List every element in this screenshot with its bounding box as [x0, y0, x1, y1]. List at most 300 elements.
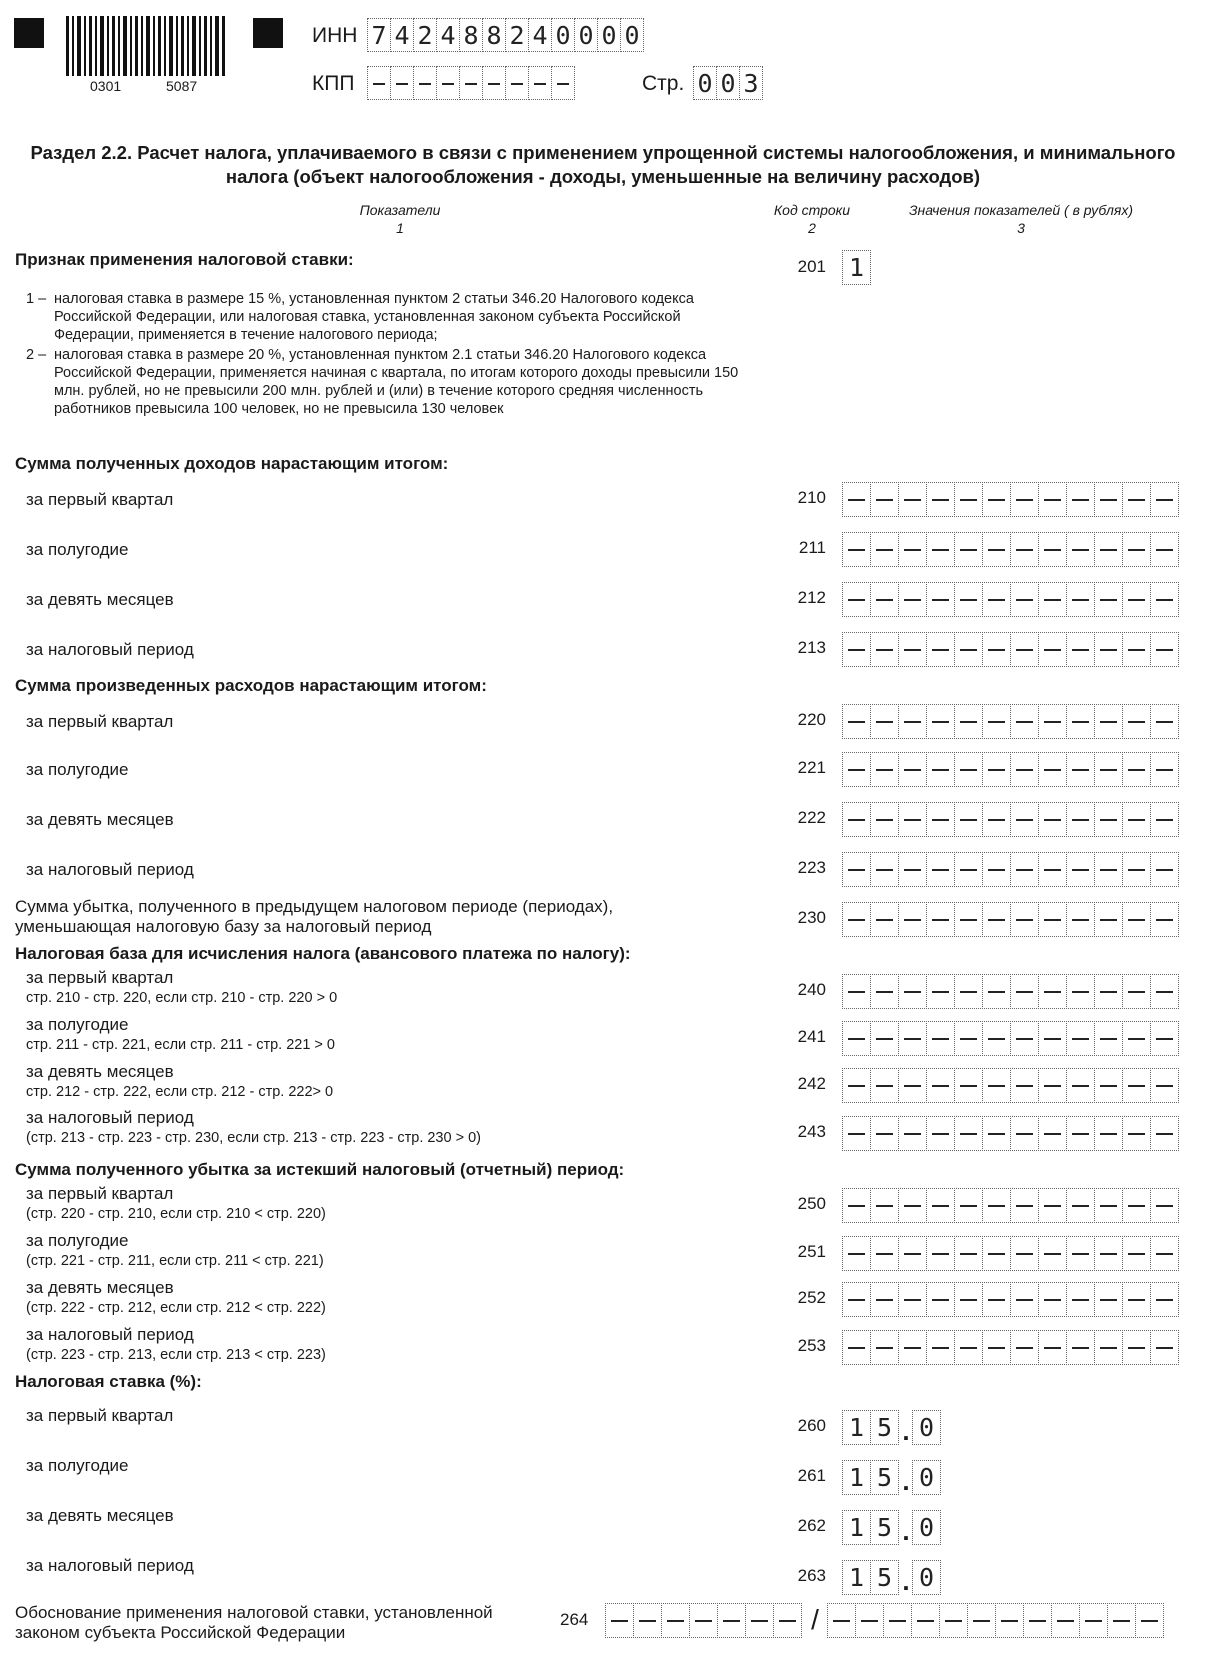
empty-digit-cell[interactable] [898, 1021, 927, 1056]
empty-digit-cell[interactable] [1094, 582, 1123, 617]
tax-rate-nine-months-fraction[interactable]: 0 [912, 1510, 941, 1545]
empty-digit-cell[interactable] [870, 1116, 899, 1151]
empty-digit-cell[interactable] [842, 632, 871, 667]
empty-digit-cell[interactable] [842, 704, 871, 739]
tax-base-q1-title: за первый квартал [26, 968, 174, 987]
empty-digit-cell[interactable] [870, 902, 899, 937]
empty-digit-cell[interactable] [926, 1330, 955, 1365]
empty-digit-cell[interactable] [982, 532, 1011, 567]
empty-digit-cell[interactable] [1094, 1330, 1123, 1365]
empty-digit-cell[interactable] [1066, 1021, 1095, 1056]
empty-digit-cell[interactable] [842, 1282, 871, 1317]
empty-digit-cell[interactable] [954, 532, 983, 567]
empty-digit-cell[interactable] [842, 532, 871, 567]
tax-rate-tax-period-digit-1[interactable]: 1 [842, 1560, 871, 1595]
empty-digit-cell[interactable] [954, 704, 983, 739]
empty-digit-cell[interactable] [842, 974, 871, 1009]
empty-digit-cell[interactable] [842, 1236, 871, 1271]
empty-digit-cell[interactable] [870, 704, 899, 739]
empty-digit-cell[interactable] [1066, 902, 1095, 937]
kpp-field[interactable] [368, 66, 575, 100]
empty-digit-cell[interactable] [1094, 852, 1123, 887]
inn-digit-cell[interactable]: 0 [574, 18, 598, 52]
inn-digit-cell[interactable]: 4 [528, 18, 552, 52]
empty-digit-cell[interactable] [1038, 974, 1067, 1009]
tax-rate-q1-fraction[interactable]: 0 [912, 1410, 941, 1445]
empty-digit-cell[interactable] [1066, 852, 1095, 887]
tax-rate-nine-months-digit-2[interactable]: 5 [870, 1510, 899, 1545]
empty-digit-cell[interactable] [926, 1116, 955, 1151]
empty-digit-cell[interactable] [954, 632, 983, 667]
empty-digit-cell[interactable] [855, 1603, 884, 1638]
empty-digit-cell[interactable] [954, 802, 983, 837]
empty-digit-cell[interactable] [1038, 902, 1067, 937]
tax-rate-half-year-digit-2[interactable]: 5 [870, 1460, 899, 1495]
empty-digit-cell[interactable] [898, 1236, 927, 1271]
empty-digit-cell[interactable] [1038, 852, 1067, 887]
empty-digit-cell[interactable] [954, 1236, 983, 1271]
barcode-number-1: 0301 [90, 78, 122, 94]
empty-digit-cell[interactable] [1122, 1021, 1151, 1056]
empty-digit-cell[interactable] [870, 852, 899, 887]
empty-digit-cell[interactable] [842, 1021, 871, 1056]
empty-digit-cell[interactable] [1010, 482, 1039, 517]
empty-digit-cell[interactable] [1066, 974, 1095, 1009]
empty-digit-cell[interactable] [1094, 902, 1123, 937]
empty-digit-cell[interactable] [1051, 1603, 1080, 1638]
empty-digit-cell[interactable] [1122, 974, 1151, 1009]
empty-digit-cell[interactable] [982, 902, 1011, 937]
empty-digit-cell[interactable] [1038, 802, 1067, 837]
empty-digit-cell[interactable] [1150, 802, 1179, 837]
loss-nine-months-field[interactable] [843, 1282, 1179, 1317]
empty-digit-cell[interactable] [1010, 532, 1039, 567]
empty-digit-cell[interactable] [1150, 974, 1179, 1009]
empty-digit-cell[interactable] [1010, 1282, 1039, 1317]
empty-digit-cell[interactable] [773, 1603, 802, 1638]
empty-digit-cell[interactable] [898, 632, 927, 667]
empty-digit-cell[interactable] [898, 1116, 927, 1151]
empty-digit-cell[interactable] [633, 1603, 662, 1638]
empty-digit-cell[interactable] [926, 802, 955, 837]
empty-digit-cell[interactable] [661, 1603, 690, 1638]
empty-digit-cell[interactable] [982, 704, 1011, 739]
empty-digit-cell[interactable] [954, 1282, 983, 1317]
empty-digit-cell[interactable] [1122, 1282, 1151, 1317]
tax-base-q1-field[interactable] [843, 974, 1179, 1009]
empty-digit-cell[interactable] [1066, 752, 1095, 787]
empty-digit-cell[interactable] [1150, 632, 1179, 667]
inn-digit-cell[interactable]: 4 [436, 18, 460, 52]
empty-digit-cell[interactable] [1038, 1021, 1067, 1056]
empty-digit-cell[interactable] [1038, 532, 1067, 567]
empty-digit-cell[interactable] [1135, 1603, 1164, 1638]
empty-digit-cell[interactable] [1094, 1021, 1123, 1056]
empty-digit-cell[interactable] [926, 582, 955, 617]
empty-digit-cell[interactable] [842, 582, 871, 617]
empty-digit-cell[interactable] [1094, 632, 1123, 667]
empty-digit-cell[interactable] [870, 1068, 899, 1103]
empty-digit-cell[interactable] [926, 1021, 955, 1056]
empty-digit-cell[interactable] [1010, 752, 1039, 787]
empty-digit-cell[interactable] [1150, 1330, 1179, 1365]
empty-digit-cell[interactable] [870, 802, 899, 837]
col3-label: Значения показателей ( в рублях) [908, 202, 1134, 218]
empty-digit-cell[interactable] [898, 532, 927, 567]
empty-digit-cell[interactable] [1038, 1188, 1067, 1223]
tax-rate-nine-months-field[interactable] [843, 1510, 941, 1545]
empty-digit-cell[interactable] [982, 1068, 1011, 1103]
empty-digit-cell[interactable] [898, 482, 927, 517]
empty-digit-cell[interactable] [954, 582, 983, 617]
empty-digit-cell[interactable] [1038, 1282, 1067, 1317]
empty-digit-cell[interactable] [926, 752, 955, 787]
empty-digit-cell[interactable] [1066, 482, 1095, 517]
empty-digit-cell[interactable] [1079, 1603, 1108, 1638]
empty-digit-cell[interactable] [870, 974, 899, 1009]
empty-digit-cell[interactable] [883, 1603, 912, 1638]
tax-rate-half-year-fraction[interactable]: 0 [912, 1460, 941, 1495]
empty-digit-cell[interactable] [1010, 582, 1039, 617]
empty-digit-cell[interactable] [926, 902, 955, 937]
loss-tax-period-field[interactable] [843, 1330, 1179, 1365]
empty-digit-cell[interactable] [1094, 1188, 1123, 1223]
inn-label: ИНН [312, 24, 358, 47]
empty-digit-cell[interactable] [842, 902, 871, 937]
empty-digit-cell[interactable] [1122, 1188, 1151, 1223]
empty-digit-cell[interactable] [1122, 1236, 1151, 1271]
empty-digit-cell[interactable] [982, 1330, 1011, 1365]
empty-digit-cell[interactable] [1122, 1116, 1151, 1151]
empty-digit-cell[interactable] [1122, 752, 1151, 787]
income-half-year-field[interactable] [843, 532, 1179, 567]
loss-half-year-formula: (стр. 221 - стр. 211, если стр. 211 < стр. 221) [26, 1253, 324, 1269]
tax-rate-tax-period-field[interactable] [843, 1560, 941, 1595]
empty-digit-cell[interactable] [1150, 1068, 1179, 1103]
empty-digit-cell[interactable] [605, 1603, 634, 1638]
tax-base-half-year-formula: стр. 211 - стр. 221, если стр. 211 - стр. 221 > 0 [26, 1037, 335, 1053]
empty-digit-cell[interactable] [1150, 1116, 1179, 1151]
empty-digit-cell[interactable] [982, 1282, 1011, 1317]
empty-digit-cell[interactable] [1094, 704, 1123, 739]
inn-digit-cell[interactable]: 7 [367, 18, 391, 52]
loss-q1-field[interactable] [843, 1188, 1179, 1223]
empty-digit-cell[interactable] [982, 752, 1011, 787]
empty-digit-cell[interactable] [898, 902, 927, 937]
empty-digit-cell[interactable] [1150, 532, 1179, 567]
income-section-label: Сумма полученных доходов нарастающим итогом: [15, 454, 449, 473]
empty-digit-cell[interactable] [954, 1021, 983, 1056]
empty-digit-cell[interactable] [982, 482, 1011, 517]
inn-digit-cell[interactable]: 0 [620, 18, 644, 52]
empty-digit-cell[interactable] [842, 1330, 871, 1365]
empty-digit-cell[interactable] [939, 1603, 968, 1638]
empty-digit-cell[interactable] [954, 752, 983, 787]
kpp-digit-cell[interactable] [459, 66, 483, 100]
empty-digit-cell[interactable] [1066, 1282, 1095, 1317]
empty-digit-cell[interactable] [1150, 704, 1179, 739]
empty-digit-cell[interactable] [1038, 1068, 1067, 1103]
expenses-tax-period-field[interactable] [843, 852, 1179, 887]
expenses-nine-months-field[interactable] [843, 802, 1179, 837]
empty-digit-cell[interactable] [926, 1236, 955, 1271]
empty-digit-cell[interactable] [926, 852, 955, 887]
empty-digit-cell[interactable] [1010, 1116, 1039, 1151]
empty-digit-cell[interactable] [911, 1603, 940, 1638]
empty-digit-cell[interactable] [842, 802, 871, 837]
empty-digit-cell[interactable] [982, 632, 1011, 667]
empty-digit-cell[interactable] [926, 1068, 955, 1103]
empty-digit-cell[interactable] [1094, 1068, 1123, 1103]
empty-digit-cell[interactable] [982, 1021, 1011, 1056]
empty-digit-cell[interactable] [1038, 1116, 1067, 1151]
empty-digit-cell[interactable] [870, 1282, 899, 1317]
empty-digit-cell[interactable] [1010, 1068, 1039, 1103]
empty-digit-cell[interactable] [954, 1068, 983, 1103]
empty-digit-cell[interactable] [1122, 852, 1151, 887]
empty-digit-cell[interactable] [827, 1603, 856, 1638]
empty-digit-cell[interactable] [1094, 802, 1123, 837]
empty-digit-cell[interactable] [870, 582, 899, 617]
empty-digit-cell[interactable] [1122, 582, 1151, 617]
empty-digit-cell[interactable] [1023, 1603, 1052, 1638]
empty-digit-cell[interactable] [1122, 482, 1151, 517]
empty-digit-cell[interactable] [926, 532, 955, 567]
inn-digit-cell[interactable]: 0 [597, 18, 621, 52]
empty-digit-cell[interactable] [954, 974, 983, 1009]
empty-digit-cell[interactable] [1066, 1068, 1095, 1103]
page-digit-cell: 3 [739, 66, 763, 100]
page-digit-cell: 0 [716, 66, 740, 100]
empty-digit-cell[interactable] [954, 902, 983, 937]
empty-digit-cell[interactable] [898, 752, 927, 787]
kpp-digit-cell[interactable] [413, 66, 437, 100]
justification-part-1[interactable] [606, 1603, 802, 1638]
empty-digit-cell[interactable] [898, 802, 927, 837]
tax-rate-half-year-digit-1[interactable]: 1 [842, 1460, 871, 1495]
empty-digit-cell[interactable] [926, 632, 955, 667]
tax-rate-half-year-field[interactable] [843, 1460, 941, 1495]
empty-digit-cell[interactable] [898, 1188, 927, 1223]
empty-digit-cell[interactable] [1094, 1116, 1123, 1151]
empty-digit-cell[interactable] [1010, 902, 1039, 937]
empty-digit-cell[interactable] [982, 1188, 1011, 1223]
empty-digit-cell[interactable] [870, 1188, 899, 1223]
empty-digit-cell[interactable] [1010, 632, 1039, 667]
line-code-220: 220 [797, 710, 826, 729]
empty-digit-cell[interactable] [1010, 1236, 1039, 1271]
inn-digit-cell[interactable]: 4 [390, 18, 414, 52]
empty-digit-cell[interactable] [898, 974, 927, 1009]
tax-base-q1-label [26, 968, 337, 1008]
empty-digit-cell[interactable] [1150, 852, 1179, 887]
empty-digit-cell[interactable] [1122, 1068, 1151, 1103]
empty-digit-cell[interactable] [1066, 582, 1095, 617]
empty-digit-cell[interactable] [842, 482, 871, 517]
empty-digit-cell[interactable] [1150, 1236, 1179, 1271]
expenses-q1-field[interactable] [843, 704, 1179, 739]
empty-digit-cell[interactable] [1150, 1188, 1179, 1223]
empty-digit-cell[interactable] [870, 1330, 899, 1365]
income-tax-period-field[interactable] [843, 632, 1179, 667]
inn-field[interactable] [368, 18, 644, 52]
empty-digit-cell[interactable] [898, 852, 927, 887]
empty-digit-cell[interactable] [995, 1603, 1024, 1638]
inn-digit-cell[interactable]: 8 [482, 18, 506, 52]
empty-digit-cell[interactable] [1066, 1236, 1095, 1271]
empty-digit-cell[interactable] [954, 1116, 983, 1151]
kpp-digit-cell[interactable] [436, 66, 460, 100]
empty-digit-cell[interactable] [1150, 902, 1179, 937]
empty-digit-cell[interactable] [1107, 1603, 1136, 1638]
empty-digit-cell[interactable] [870, 632, 899, 667]
empty-digit-cell[interactable] [1010, 802, 1039, 837]
empty-digit-cell[interactable] [1094, 974, 1123, 1009]
expenses-half-year-field[interactable] [843, 752, 1179, 787]
empty-digit-cell[interactable] [717, 1603, 746, 1638]
empty-digit-cell[interactable] [926, 974, 955, 1009]
inn-digit-cell[interactable]: 2 [505, 18, 529, 52]
empty-digit-cell[interactable] [967, 1603, 996, 1638]
kpp-digit-cell[interactable] [505, 66, 529, 100]
empty-digit-cell[interactable] [1010, 1330, 1039, 1365]
empty-digit-cell[interactable] [1038, 704, 1067, 739]
empty-digit-cell[interactable] [1150, 482, 1179, 517]
tax-rate-nine-months-digit-1[interactable]: 1 [842, 1510, 871, 1545]
empty-digit-cell[interactable] [870, 752, 899, 787]
empty-digit-cell[interactable] [870, 1236, 899, 1271]
empty-digit-cell[interactable] [954, 482, 983, 517]
prev-loss-field[interactable] [843, 902, 1179, 937]
empty-digit-cell[interactable] [1066, 1330, 1095, 1365]
inn-digit-cell[interactable]: 2 [413, 18, 437, 52]
empty-digit-cell[interactable] [1150, 1021, 1179, 1056]
tax-rate-q1-digit-2[interactable]: 5 [870, 1410, 899, 1445]
empty-digit-cell[interactable] [1150, 582, 1179, 617]
empty-digit-cell[interactable] [954, 852, 983, 887]
empty-digit-cell[interactable] [842, 1068, 871, 1103]
income-q1-field[interactable] [843, 482, 1179, 517]
tax-rate-tax-period-digit-2[interactable]: 5 [870, 1560, 899, 1595]
empty-digit-cell[interactable] [1122, 802, 1151, 837]
inn-digit-cell[interactable]: 0 [551, 18, 575, 52]
income-nine-months-field[interactable] [843, 582, 1179, 617]
empty-digit-cell[interactable] [982, 802, 1011, 837]
tax-base-nine-months-field[interactable] [843, 1068, 1179, 1103]
empty-digit-cell[interactable] [1066, 704, 1095, 739]
empty-digit-cell[interactable] [1150, 752, 1179, 787]
empty-digit-cell[interactable] [926, 482, 955, 517]
empty-digit-cell[interactable] [1094, 532, 1123, 567]
empty-digit-cell[interactable] [745, 1603, 774, 1638]
kpp-digit-cell[interactable] [482, 66, 506, 100]
empty-digit-cell[interactable] [954, 1330, 983, 1365]
empty-digit-cell[interactable] [1066, 1188, 1095, 1223]
empty-digit-cell[interactable] [898, 1282, 927, 1317]
empty-digit-cell[interactable] [926, 704, 955, 739]
tax-rate-tax-period-fraction[interactable]: 0 [912, 1560, 941, 1595]
loss-half-year-field[interactable] [843, 1236, 1179, 1271]
empty-digit-cell[interactable] [1038, 482, 1067, 517]
tax-rate-q1-digit-1[interactable]: 1 [842, 1410, 871, 1445]
empty-digit-cell[interactable] [1038, 632, 1067, 667]
kpp-digit-cell[interactable] [390, 66, 414, 100]
empty-digit-cell[interactable] [954, 1188, 983, 1223]
col1-heading [300, 201, 500, 237]
empty-digit-cell[interactable] [898, 1330, 927, 1365]
empty-digit-cell[interactable] [1122, 704, 1151, 739]
empty-digit-cell[interactable] [1010, 1021, 1039, 1056]
empty-digit-cell[interactable] [842, 752, 871, 787]
justification-part-2[interactable] [828, 1603, 1164, 1638]
empty-digit-cell[interactable] [898, 1068, 927, 1103]
empty-digit-cell[interactable] [870, 482, 899, 517]
empty-digit-cell[interactable] [870, 1021, 899, 1056]
empty-digit-cell[interactable] [1038, 1330, 1067, 1365]
empty-digit-cell[interactable] [926, 1282, 955, 1317]
empty-digit-cell[interactable] [1010, 974, 1039, 1009]
empty-digit-cell[interactable] [870, 532, 899, 567]
empty-digit-cell[interactable] [982, 852, 1011, 887]
empty-digit-cell[interactable] [1094, 1236, 1123, 1271]
tax-base-tax-period-field[interactable] [843, 1116, 1179, 1151]
empty-digit-cell[interactable] [1122, 902, 1151, 937]
justification-field[interactable] [606, 1603, 1164, 1638]
empty-digit-cell[interactable] [982, 1116, 1011, 1151]
inn-digit-cell[interactable]: 8 [459, 18, 483, 52]
empty-digit-cell[interactable] [1038, 1236, 1067, 1271]
prev-loss-label-line1: Сумма убытка, полученного в предыдущем налоговом периоде (периодах), [15, 897, 614, 916]
empty-digit-cell[interactable] [1122, 532, 1151, 567]
tax-rate-q1-field[interactable] [843, 1410, 941, 1445]
empty-digit-cell[interactable] [898, 704, 927, 739]
empty-digit-cell[interactable] [898, 582, 927, 617]
empty-digit-cell[interactable] [1010, 704, 1039, 739]
rate-sign-field[interactable] [843, 250, 871, 285]
empty-digit-cell[interactable] [982, 1236, 1011, 1271]
empty-digit-cell[interactable] [689, 1603, 718, 1638]
rate-sign-cell[interactable]: 1 [842, 250, 871, 285]
empty-digit-cell[interactable] [842, 852, 871, 887]
empty-digit-cell[interactable] [1122, 1330, 1151, 1365]
kpp-digit-cell[interactable] [367, 66, 391, 100]
empty-digit-cell[interactable] [842, 1188, 871, 1223]
kpp-digit-cell[interactable] [528, 66, 552, 100]
empty-digit-cell[interactable] [982, 974, 1011, 1009]
empty-digit-cell[interactable] [1066, 802, 1095, 837]
empty-digit-cell[interactable] [1094, 752, 1123, 787]
empty-digit-cell[interactable] [842, 1116, 871, 1151]
empty-digit-cell[interactable] [1066, 532, 1095, 567]
loss-section-label: Сумма полученного убытка за истекший налоговый (отчетный) период: [15, 1160, 625, 1179]
empty-digit-cell[interactable] [1066, 1116, 1095, 1151]
empty-digit-cell[interactable] [1122, 632, 1151, 667]
line-code-250: 250 [797, 1194, 826, 1213]
empty-digit-cell[interactable] [1010, 1188, 1039, 1223]
empty-digit-cell[interactable] [1094, 482, 1123, 517]
empty-digit-cell[interactable] [1038, 582, 1067, 617]
empty-digit-cell[interactable] [926, 1188, 955, 1223]
kpp-digit-cell[interactable] [551, 66, 575, 100]
empty-digit-cell[interactable] [1038, 752, 1067, 787]
empty-digit-cell[interactable] [982, 582, 1011, 617]
empty-digit-cell[interactable] [1150, 1282, 1179, 1317]
empty-digit-cell[interactable] [1094, 1282, 1123, 1317]
empty-digit-cell[interactable] [1066, 632, 1095, 667]
tax-base-half-year-field[interactable] [843, 1021, 1179, 1056]
line-code-213: 213 [797, 638, 826, 657]
empty-digit-cell[interactable] [1010, 852, 1039, 887]
